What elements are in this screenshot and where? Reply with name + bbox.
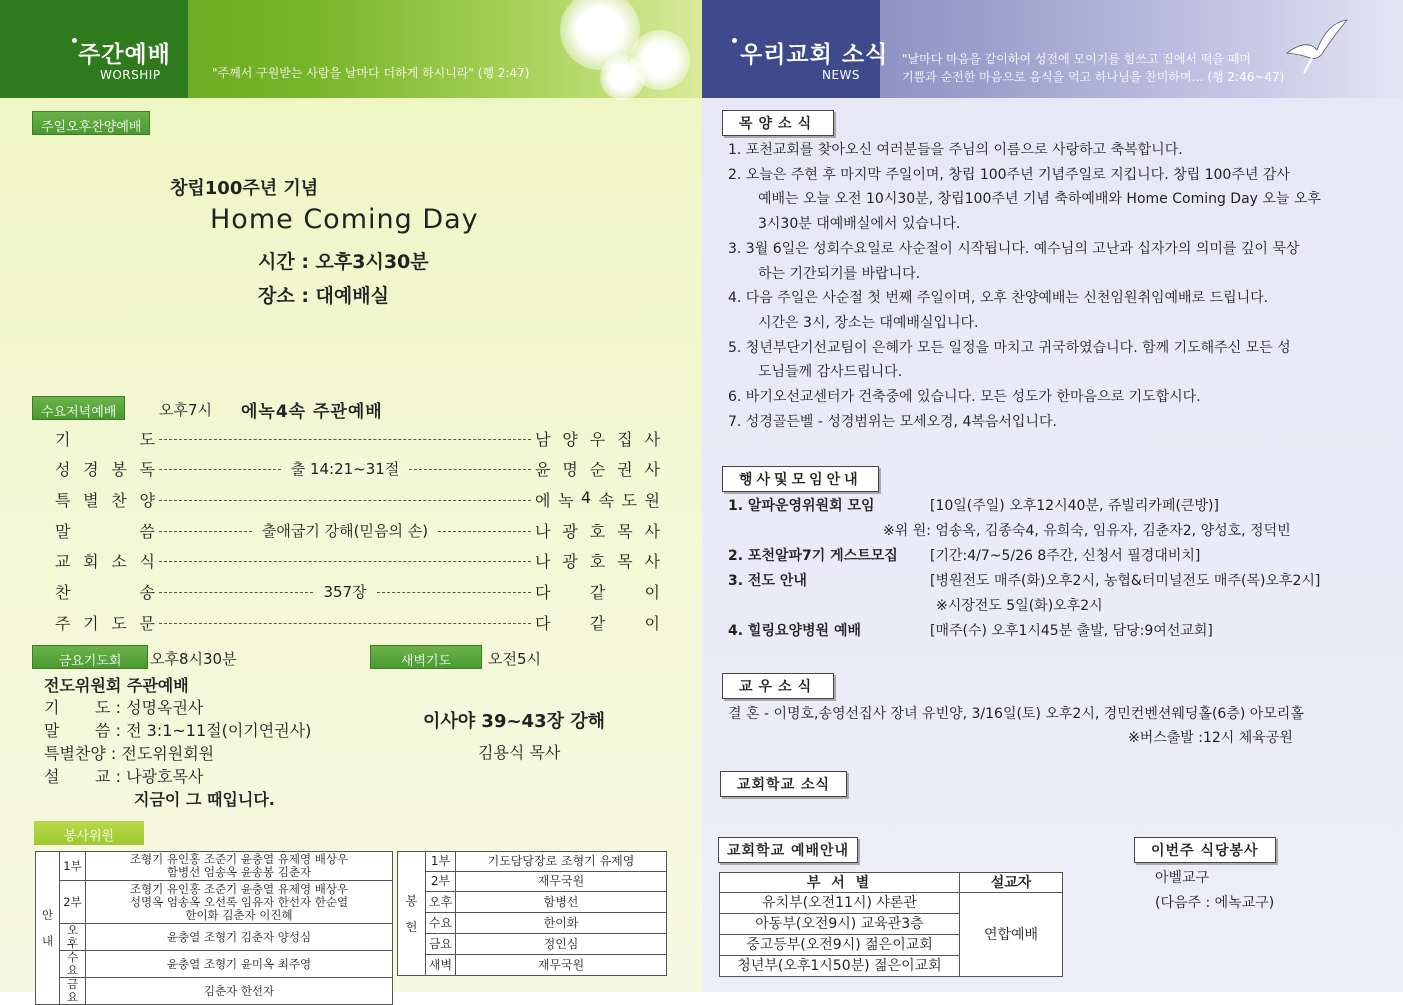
news-item: 3시30분 대예배실에서 있습니다. [758,216,961,233]
news-item: 5. 청년부단기선교팀이 은혜가 모든 일정을 마치고 귀국하였습니다. 함께 기도해주신 모든 성 [728,339,1291,356]
event-name: 3. 전도 안내 [728,573,807,589]
offering-row-value: 재무국원 [456,955,667,976]
school-worship-heading: 교회학교 예배안내 [718,837,858,863]
worship-header-tag [0,0,188,98]
offering-table [397,851,667,976]
sunday-event-title: Home Coming Day [210,204,479,235]
school-row: 중고등부(오전9시) 젊은이교회 [720,935,960,956]
news-item: 도님들께 감사드립니다. [758,364,903,381]
offering-row-key: 오후 [426,892,456,913]
friday-special-song: 특별찬양 : 전도위원회원 [44,744,215,763]
pastoral-news-heading: 목양소식 [722,110,834,136]
news-item: 시간은 3시, 장소는 대예배실입니다. [758,314,979,331]
guide-row-value: 김춘자 한선자 [86,978,393,1005]
guide-row-value: 조형기 유인홍 조준기 윤충열 유제영 배상우 성명옥 엄송옥 오선록 임유자 한선자 한순열 한이화 김춘자 이진혜 [86,881,393,924]
kitchen-next-week: (다음주 : 에녹교구) [1155,895,1275,911]
friday-time: 오후8시30분 [150,650,237,668]
news-title: 우리교회 소식 [740,42,889,68]
wednesday-order-row [55,611,660,633]
sunday-time: 시간 : 오후3시30분 [258,251,429,273]
news-item: 1. 포천교회를 찾아오신 여러분들을 주님의 이름으로 사랑하고 축복합니다. [728,142,1183,158]
guide-table [35,851,393,1005]
guide-side-label: 안 내 [36,852,60,1005]
news-verse: "날마다 마음을 같이하여 성전에 모이기를 힘쓰고 집에서 떡을 떼며 기쁨과 순전한 마음으로 음식을 먹고 하나님을 찬미하며… (행 2:46~47) [902,52,1285,84]
event-name: 2. 포천알파7기 게스트모집 [728,548,898,564]
wednesday-time: 오후7시 [159,401,213,419]
wednesday-label: 수요저녁예배 [32,396,125,420]
offering-row-value: 함병선 [456,892,667,913]
offering-row-key: 2부 [426,872,456,892]
leader-dots [438,531,531,532]
news-item: 4. 다음 주일은 사순절 첫 번째 주일이며, 오후 찬양예배는 신천임원취임예배로 드립니다. [728,290,1269,307]
worship-title: 주간예배 [78,42,171,68]
wednesday-order-row [55,519,660,541]
news-item: 7. 성경골든벨 - 성경범위는 모세오경, 4복음서입니다. [728,413,1057,430]
sunday-place: 장소 : 대예배실 [258,285,389,307]
offering-row-value: 정인심 [456,934,667,955]
event-detail: [매주(수) 오후1시45분 출발, 담당:9여선교회] [930,623,1213,639]
guide-row-key: 1부 [60,852,86,881]
order-item-person: 다 같 이 [535,583,660,602]
leader-dots [159,500,531,501]
order-item-label: 주 기 도 문 [55,613,155,633]
event-detail: ※시장전도 5일(화)오후2시 [936,598,1103,614]
offering-row-key: 수요 [426,913,456,934]
order-item-label: 성 경 봉 독 [55,460,155,480]
events-heading: 행사및모임안내 [722,466,879,492]
order-item-label: 교 회 소 식 [55,552,155,572]
friday-sermon: 말 씀 : 전 3:1~11절(이기연권사) [44,721,312,740]
guide-row-key: 금요 [60,978,86,1005]
order-item-detail: 출애굽기 강해(믿음의 손) [256,520,434,541]
kitchen-heading: 이번주 식당봉사 [1134,837,1276,863]
offering-row-value: 재무국원 [456,872,667,892]
worship-header [0,0,702,98]
school-table [719,872,1063,977]
event-name: 4. 힐링요양병원 예배 [728,623,861,639]
wednesday-order-row [55,581,660,603]
friday-label: 금요기도회 [32,645,148,669]
order-item-person: 에 녹 4 속 도 원 [535,487,660,510]
leader-dots [159,469,281,470]
news-item: 6. 바기오선교센터가 건축중에 있습니다. 모든 성도가 한마음으로 기도합시다. [728,389,1201,405]
order-item-person: 남 양 우 집 사 [535,429,660,449]
member-news-item: 결 혼 - 이명호,송영선집사 장녀 유빈양, 3/16일(토) 오후2시, 경민컨벤션웨딩홀(6층) 아모리홀 [728,706,1304,722]
dawn-label: 새벽기도 [370,645,482,669]
news-item: 3. 3월 6일은 성회수요일로 사순절이 시작됩니다. 예수님의 고난과 십자가의 의미를 깊이 묵상 [728,240,1300,257]
order-item-label: 특 별 찬 양 [55,490,155,510]
leader-dots [159,592,313,593]
wednesday-order-row [55,458,660,480]
leader-dots [159,531,252,532]
leader-dots [159,623,531,624]
church-school-heading: 교회학교 소식 [720,771,847,797]
news-subtitle: NEWS [822,68,861,82]
wednesday-order-row [55,427,660,449]
leader-dots [159,439,531,440]
friday-sermon-title: 지금이 그 때입니다. [134,790,275,809]
kitchen-this-week: 아벨교구 [1155,870,1210,886]
event-detail: ※위 원: 엄송옥, 김종숙4, 유희숙, 임유자, 김춘자2, 양성호, 정덕빈 [883,523,1291,539]
event-detail: [병원전도 매주(화)오후2시, 농협&터미널전도 매주(목)오후2시] [930,573,1321,589]
leader-dots [159,561,531,562]
order-item-person: 다 같 이 [535,613,660,633]
wednesday-order-row [55,550,660,572]
order-item-person: 나 광 호 목 사 [535,552,660,572]
order-item-person: 나 광 호 목 사 [535,521,660,541]
guide-row-value: 조형기 유인홍 조준기 윤충열 유제영 배상우 함병선 엄송옥 윤송봉 김춘자 [86,852,393,881]
order-item-detail: 출 14:21~31절 [285,458,406,479]
news-header-tag [702,0,889,98]
offering-side-label: 봉 헌 [398,852,426,976]
event-detail: [10일(주일) 오후12시40분, 쥬빌리카페(큰방)] [930,498,1219,514]
order-item-detail: 357장 [317,581,372,602]
offering-row-key: 1부 [426,852,456,872]
friday-prayer: 기 도 : 성명옥권사 [44,698,204,717]
order-item-label: 말 씀 [55,521,155,541]
member-news-note: ※버스출발 :12시 체육공원 [1128,730,1293,746]
order-item-label: 기 도 [55,429,155,449]
volunteers-label: 봉사위원 [34,821,144,845]
school-row: 아동부(오전9시) 교육관3층 [720,914,960,935]
guide-row-key: 수요 [60,951,86,978]
dawn-speaker: 김용식 목사 [478,743,561,762]
sunday-line1: 창립100주년 기념 [170,178,319,199]
school-col-preacher: 설교자 [960,873,1063,893]
news-item: 예배는 오늘 오전 10시30분, 창립100주년 기념 축하예배와 Home Coming Day 오늘 오후 [758,191,1321,208]
member-news-heading: 교우소식 [722,673,834,699]
offering-row-key: 새벽 [426,955,456,976]
school-row: 청년부(오후1시50분) 젊은이교회 [720,956,960,977]
order-item-person: 윤 명 순 권 사 [535,460,660,480]
leader-dots [377,592,531,593]
news-item: 하는 기간되기를 바랍니다. [758,265,921,282]
guide-row-key: 2부 [60,881,86,924]
event-name: 1. 알파운영위원회 모임 [728,498,875,514]
worship-subtitle: WORSHIP [100,68,161,82]
guide-row-value: 윤충열 조형기 김춘자 양성심 [86,924,393,951]
wednesday-title: 에녹4속 주관예배 [241,402,383,422]
event-detail: [기간:4/7~5/26 8주간, 신청서 필경대비치] [930,548,1201,564]
school-row: 유치부(오전11시) 샤론관 [720,893,960,914]
guide-row-key: 오후 [60,924,86,951]
news-item: 2. 오늘은 주현 후 마지막 주일이며, 창립 100주년 기념주일로 지킵니다. 창립 100주년 감사 [728,166,1290,183]
dawn-time: 오전5시 [488,650,542,668]
offering-row-value: 한이화 [456,913,667,934]
sunday-label: 주일오후찬양예배 [32,111,150,135]
friday-title: 전도위원회 주관예배 [44,676,189,695]
bird-icon [1282,18,1352,78]
dawn-title: 이사야 39~43장 강해 [423,711,606,732]
worship-verse: "주께서 구원받는 사람을 날마다 더하게 하시니라" (행 2:47) [212,66,530,80]
order-item-label: 찬 송 [55,583,155,602]
wednesday-order-row [55,488,660,510]
leader-dots [409,469,531,470]
offering-row-value: 기도담당장로 조형기 유제영 [456,852,667,872]
flower-image [600,55,645,100]
guide-row-value: 윤충열 조형기 윤미옥 최주영 [86,951,393,978]
offering-row-key: 금요 [426,934,456,955]
school-preacher: 연합예배 [960,893,1063,977]
friday-preacher: 설 교 : 나광호목사 [44,767,204,786]
school-col-dept: 부 서 별 [720,873,960,893]
